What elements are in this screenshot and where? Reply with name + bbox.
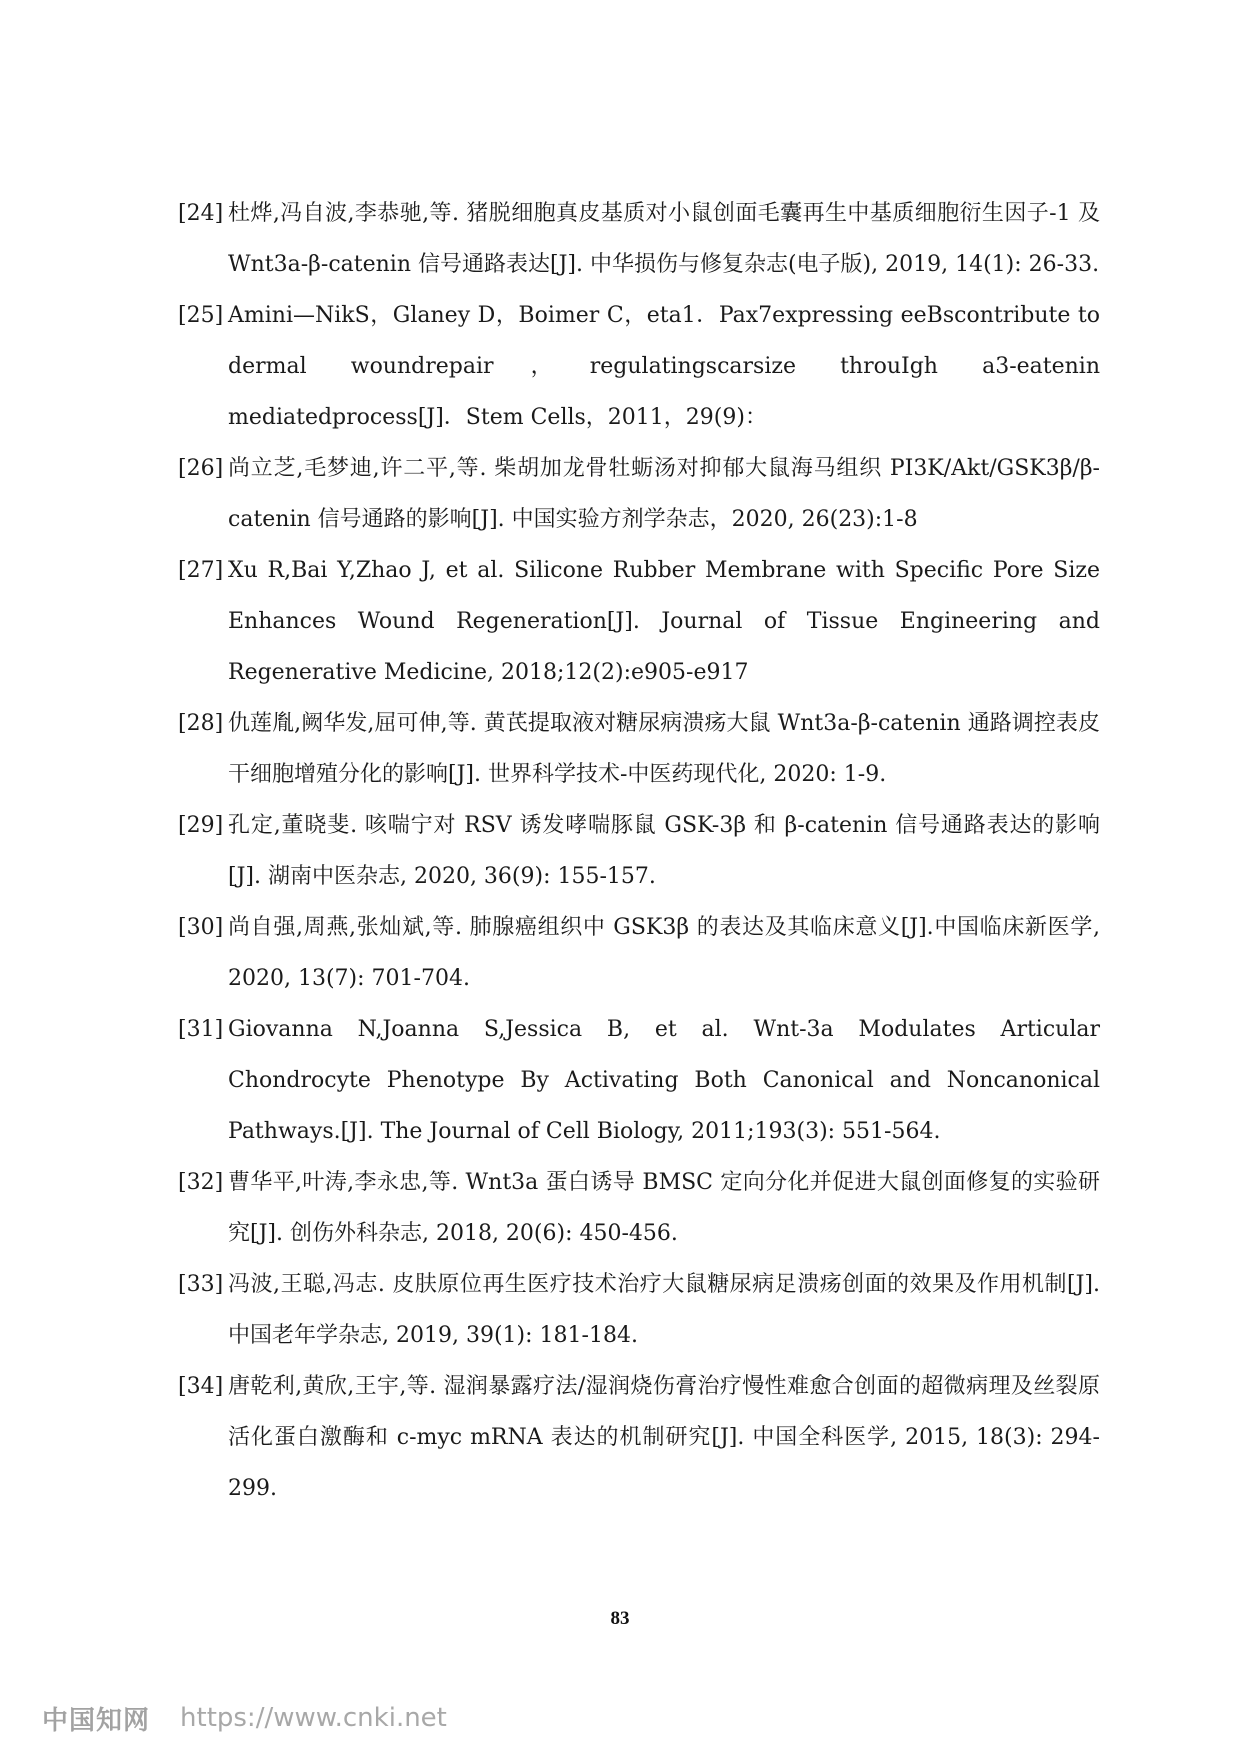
reference-item (178, 1361, 1100, 1514)
reference-text: 尚自强,周燕,张灿斌,等. 肺腺癌组织中 GSK3β 的表达及其临床意义[J].中国临床新医学, 2020, 13(7): 701-704. (228, 915, 1100, 991)
reference-item (178, 1157, 1100, 1259)
reference-item (178, 443, 1100, 545)
reference-item (178, 545, 1100, 698)
reference-item (178, 902, 1100, 1004)
reference-item (178, 1004, 1100, 1157)
cnki-url[interactable]: https://www.cnki.net (180, 1703, 447, 1733)
reference-number: [31] (178, 1017, 224, 1042)
footer-watermark (42, 1700, 447, 1736)
cnki-logo: 中国知网 (42, 1705, 151, 1736)
reference-item (178, 698, 1100, 800)
reference-number: [32] (178, 1170, 224, 1195)
reference-item (178, 290, 1100, 443)
reference-number: [30] (178, 915, 224, 940)
reference-list (178, 188, 1100, 1514)
reference-item (178, 188, 1100, 290)
reference-number: [25] (178, 303, 224, 328)
page-number: 83 (610, 1608, 630, 1629)
reference-number: [29] (178, 813, 224, 838)
reference-number: [28] (178, 711, 224, 736)
reference-number: [34] (178, 1374, 224, 1399)
reference-text: 孔定,董晓斐. 咳喘宁对 RSV 诱发哮喘豚鼠 GSK-3β 和 β-catenin 信号通路表达的影响[J]. 湖南中医杂志, 2020, 36(9): 155-157. (228, 813, 1100, 889)
reference-item (178, 800, 1100, 902)
reference-text: 杜烨,冯自波,李恭驰,等. 猪脱细胞真皮基质对小鼠创面毛囊再生中基质细胞衍生因子-1 及 Wnt3a-β-catenin 信号通路表达[J]. 中华损伤与修复杂志(电子版), 2019, 14(1): 26-33. (228, 201, 1100, 277)
reference-text: Xu R,Bai Y,Zhao J, et al. Silicone Rubber Membrane with Specific Pore Size Enhances Wound Regeneration[J]. Journal of Tissue Engineering and Regenerative Medicine, 2018;12(2):e905-e917 (228, 558, 1100, 685)
reference-text: 曹华平,叶涛,李永忠,等. Wnt3a 蛋白诱导 BMSC 定向分化并促进大鼠创面修复的实验研究[J]. 创伤外科杂志, 2018, 20(6): 450-456. (228, 1170, 1100, 1246)
reference-text: Giovanna N,Joanna S,Jessica B, et al. Wnt-3a Modulates Articular Chondrocyte Phenotype By Activating Both Canonical and Noncanonical Pathways.[J]. The Journal of Cell Biology, 2011;193(3): 551-564. (228, 1017, 1100, 1144)
reference-number: [27] (178, 558, 224, 583)
reference-item (178, 1259, 1100, 1361)
reference-text: 冯波,王聪,冯志. 皮肤原位再生医疗技术治疗大鼠糖尿病足溃疡创面的效果及作用机制[J]. 中国老年学杂志, 2019, 39(1): 181-184. (228, 1272, 1100, 1348)
reference-text: 尚立芝,毛梦迪,许二平,等. 柴胡加龙骨牡蛎汤对抑郁大鼠海马组织 PI3K/Akt/GSK3β/β-catenin 信号通路的影响[J]. 中国实验方剂学杂志，2020, 26(23):1-8 (228, 456, 1100, 532)
reference-text: Amini—NikS，Glaney D，Boimer C，eta1．Pax7expressing eeBscontribute to dermal woundrepair，regulatingscarsize throuIgh a3-eatenin mediatedprocess[J]．Stem Cells，2011，29(9)： (228, 303, 1100, 430)
reference-number: [26] (178, 456, 224, 481)
reference-text: 唐乾利,黄欣,王宇,等. 湿润暴露疗法/湿润烧伤膏治疗慢性难愈合创面的超微病理及丝裂原活化蛋白激酶和 c-myc mRNA 表达的机制研究[J]. 中国全科医学, 2015, 18(3): 294-299. (228, 1374, 1100, 1501)
reference-number: [33] (178, 1272, 224, 1297)
reference-text: 仇莲胤,阙华发,屈可伸,等. 黄芪提取液对糖尿病溃疡大鼠 Wnt3a-β-catenin 通路调控表皮干细胞增殖分化的影响[J]. 世界科学技术-中医药现代化, 2020: 1-9. (228, 711, 1100, 787)
reference-number: [24] (178, 201, 224, 226)
